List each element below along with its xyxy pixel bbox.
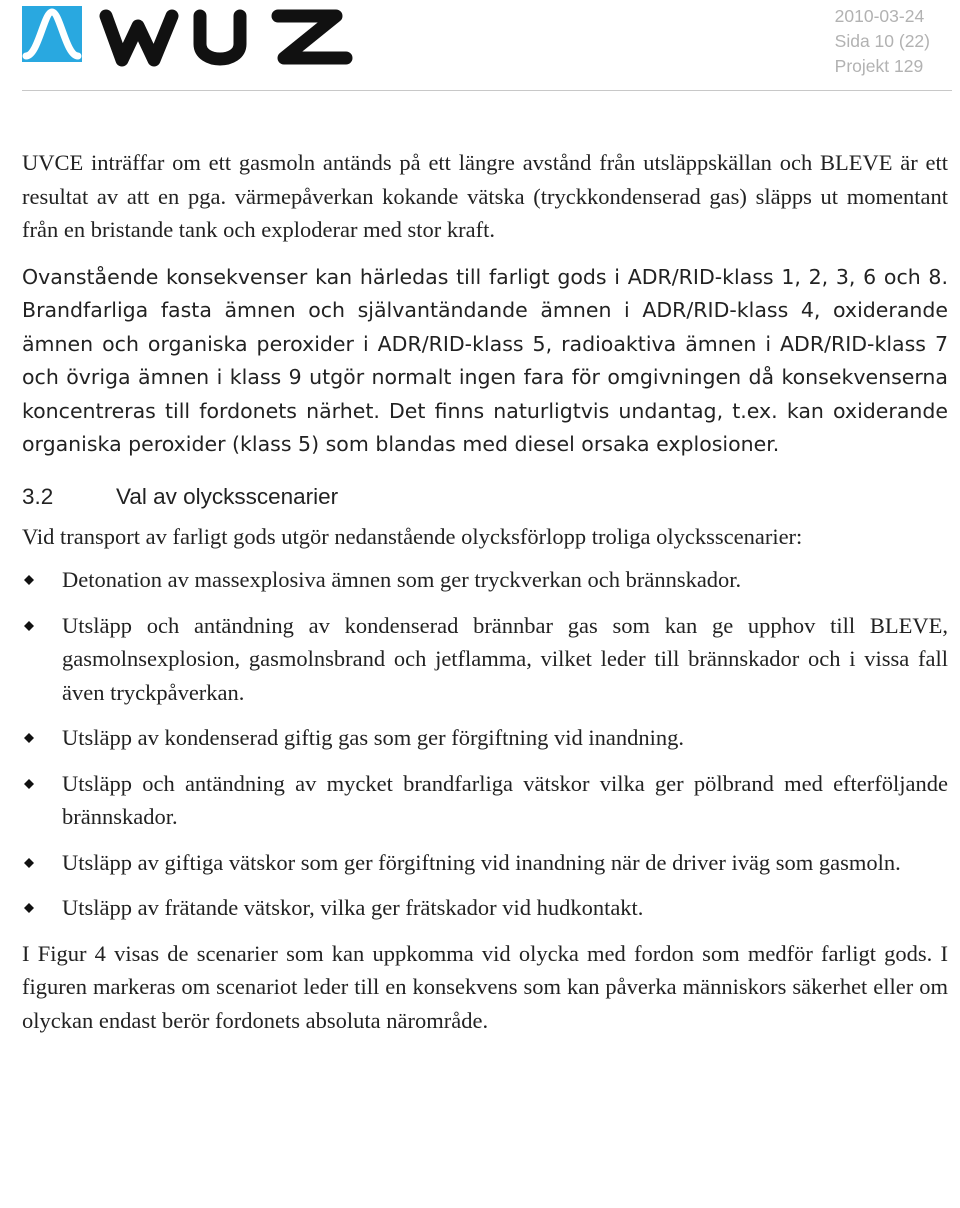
page-header [0,0,960,96]
scenario-list [22,563,948,925]
list-item-text: Utsläpp av frätande vätskor, vilka ger frätskador vid hudkontakt. [62,895,644,920]
list-item [22,767,948,834]
list-item-text: Utsläpp av kondenserad giftig gas som ger förgiftning vid inandning. [62,725,684,750]
list-item-text: Detonation av massexplosiva ämnen som ger tryckverkan och brännskador. [62,567,742,592]
list-item [22,609,948,710]
section-number: 3.2 [22,483,54,509]
section-heading [22,480,948,514]
list-item-text: Utsläpp av giftiga vätskor som ger förgiftning vid inandning när de driver iväg som gasmoln. [62,849,901,875]
list-item [22,846,948,880]
paragraph-uvce-bleve: UVCE inträffar om ett gasmoln antänds på ett längre avstånd från utsläppskällan och BLEVE är ett resultat av att en pga. värmepåverkan kokande vätska (tryckkondenserad gas) släpps ut momentant från en bristande tank och exploderar med stor kraft. [22,150,948,242]
document-meta [835,4,930,79]
diamond-bullet-icon [24,858,34,868]
list-item-text: Utsläpp och antändning av kondenserad brännbar gas som kan ge upphov till BLEVE, gasmolnsexplosion, gasmolnsbrand och jetflamma, vilket leder till brännskador och i vissa fall även tryckpåverkan. [62,612,948,705]
paragraph-figure-4: I Figur 4 visas de scenarier som kan uppkomma vid olycka med fordon som medför farligt gods. I figuren markeras om scenariot leder till en konsekvens som kan påverka människors säkerhet eller om olyckan endast berör fordonets absoluta närområde. [22,940,948,1033]
list-item [22,563,948,597]
wuz-logo [22,2,362,72]
project-number: Projekt 129 [834,56,924,76]
header-divider [22,90,952,91]
paragraph-scenarios-intro: Vid transport av farligt gods utgör nedanstående olycksförlopp troliga olycksscenarier: [22,523,803,549]
list-item [22,891,948,925]
document-date: 2010-03-24 [834,6,925,26]
diamond-bullet-icon [24,621,34,631]
list-item-text: Utsläpp och antändning av mycket brandfarliga vätskor vilka ger pölbrand med efterföljande brännskador. [62,770,948,829]
diamond-bullet-icon [24,779,34,789]
diamond-bullet-icon [24,903,34,913]
page-number: Sida 10 (22) [834,31,930,51]
diamond-bullet-icon [24,733,34,743]
list-item [22,721,948,755]
document-body [22,146,948,1037]
paragraph-adr-classes: Ovanstående konsekvenser kan härledas till farligt gods i ADR/RID-klass 1, 2, 3, 6 och 8. Brandfarliga fasta ämnen och självantändande ämnen i ADR/RID-klass 4, oxiderande ämnen och organiska peroxider i ADR/RID-klass 5, radioaktiva ämnen i ADR/RID-klass 7 och övriga ämnen i klass 9 utgör normalt ingen fara för omgivningen då konsekvenserna koncentreras till fordonets närhet. Det finns naturligtvis undantag, t.ex. kan oxiderande organiska peroxider (klass 5) som blandas med diesel orsaka explosioner. [22,264,948,456]
section-title: Val av olycksscenarier [116,483,339,509]
diamond-bullet-icon [24,575,34,585]
